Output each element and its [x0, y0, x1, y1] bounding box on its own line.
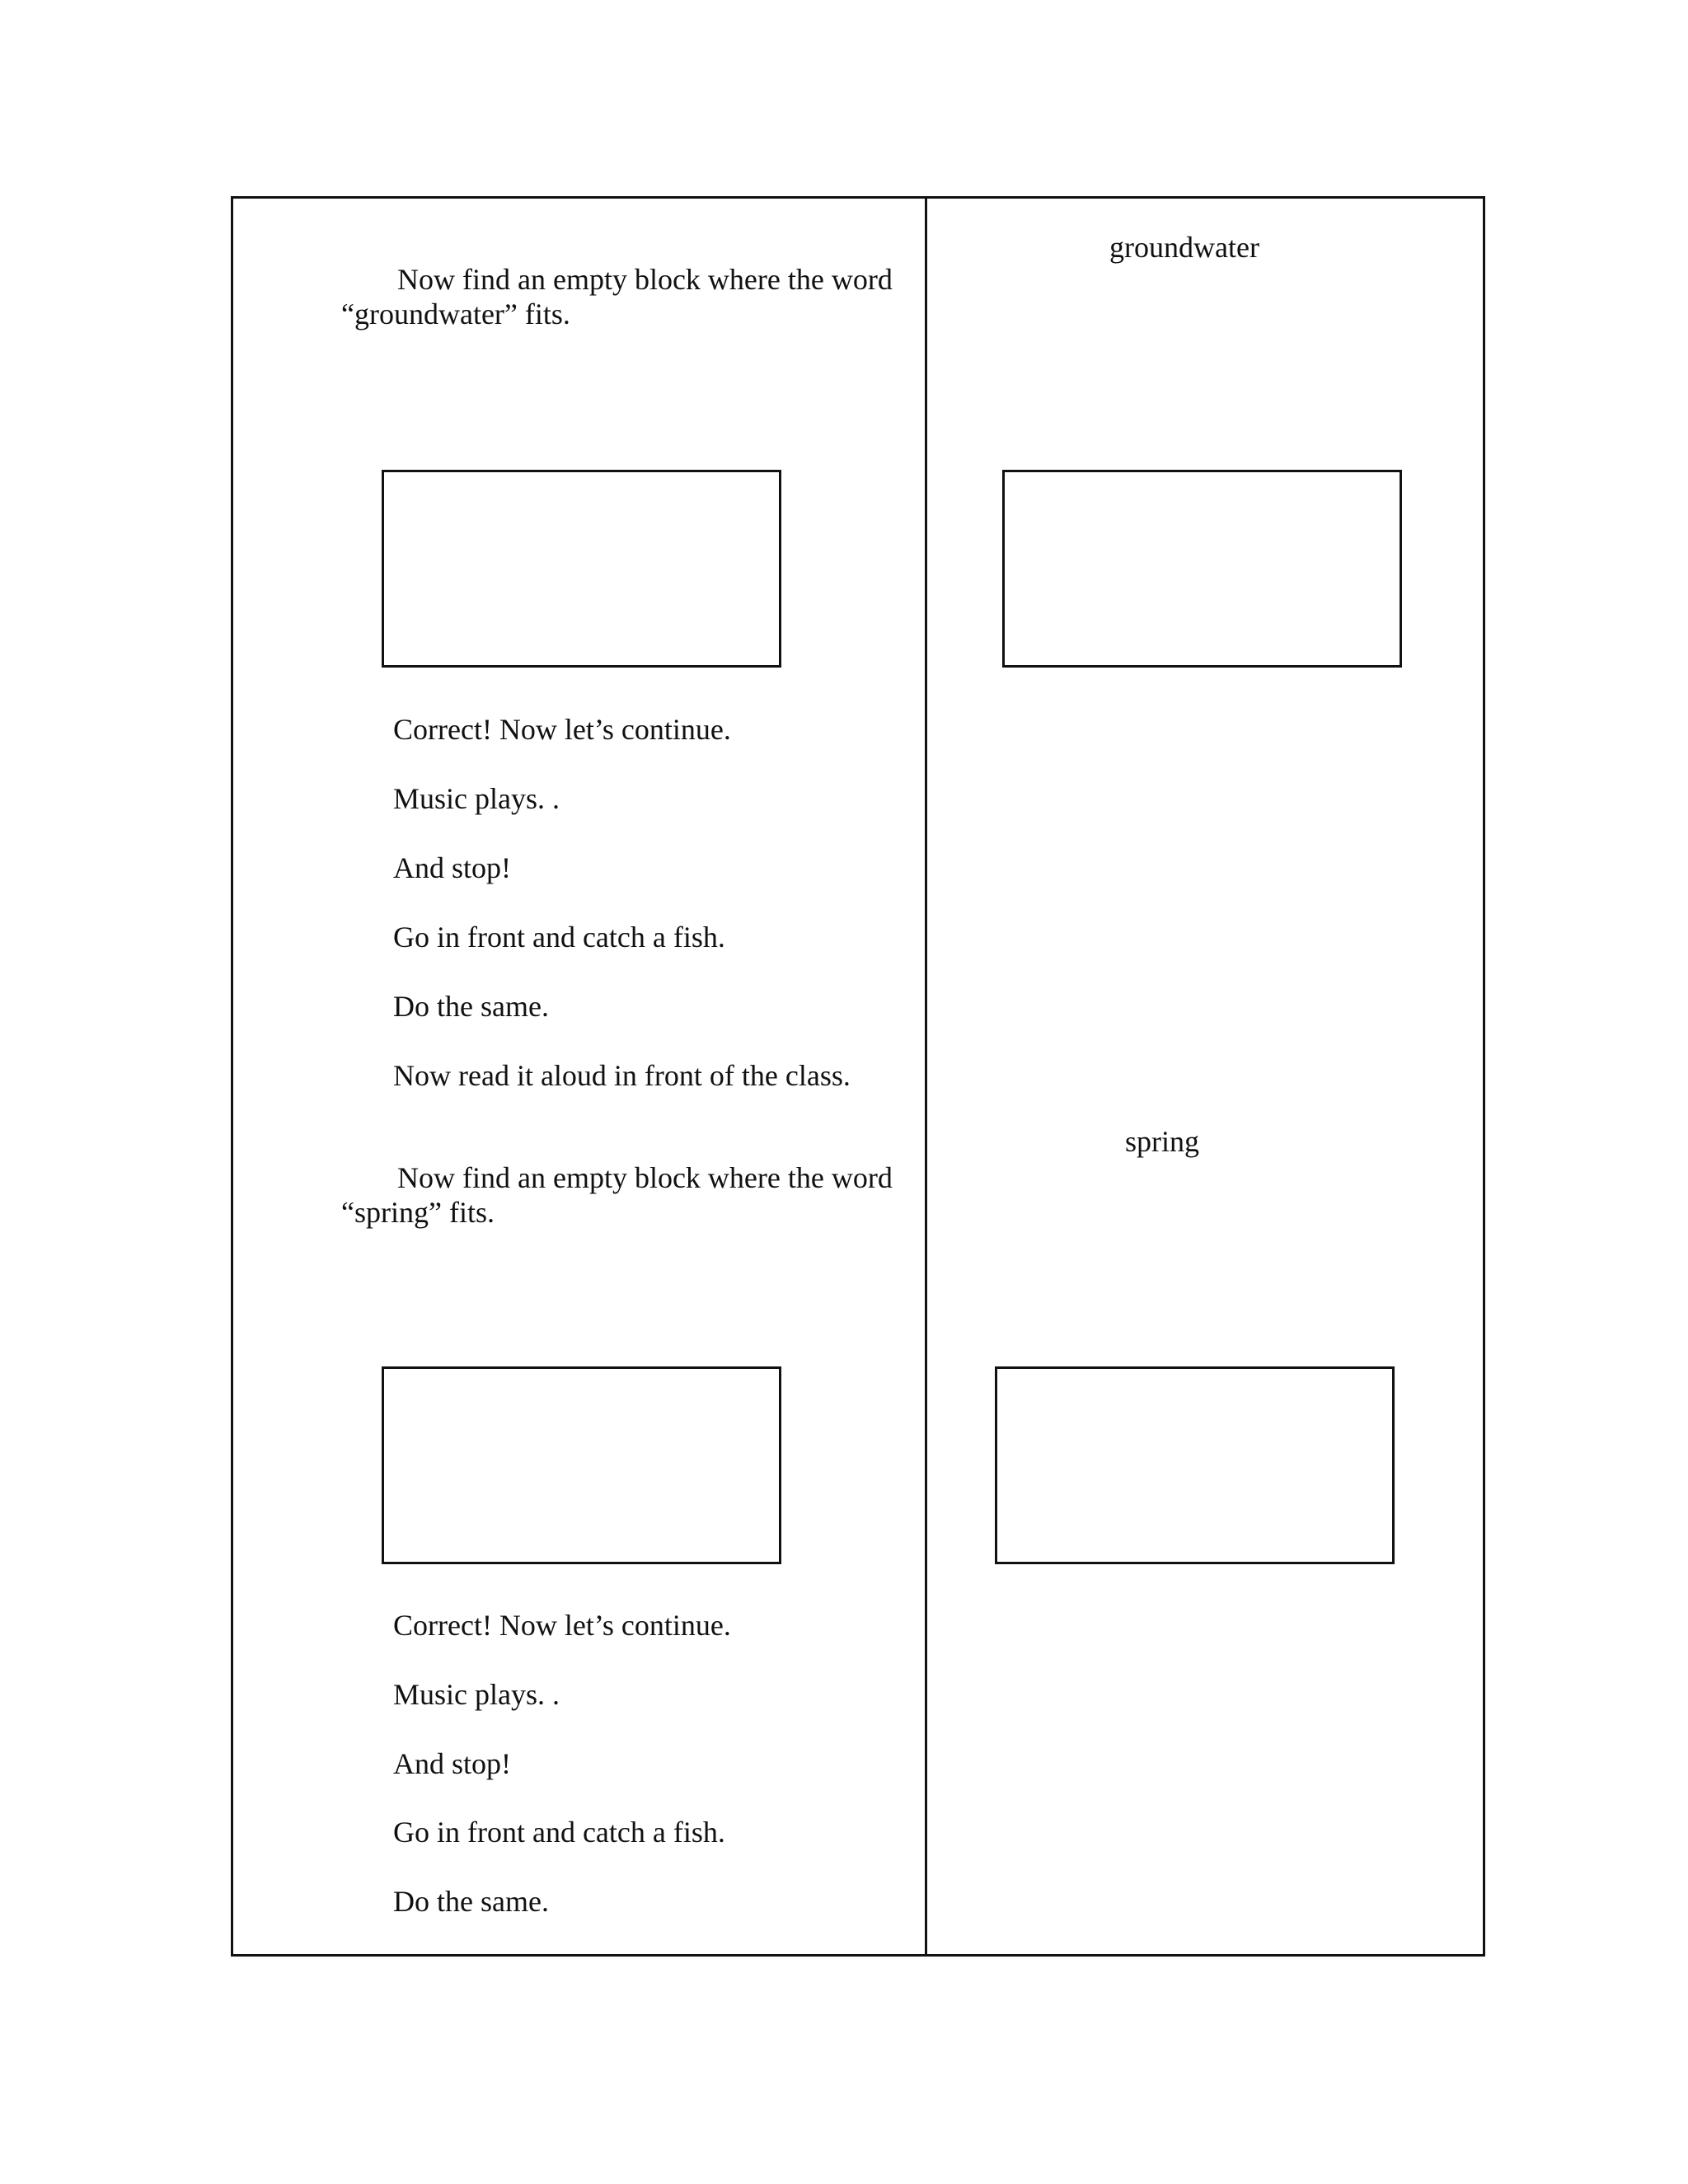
step-correct: Correct! Now let’s continue.: [393, 1609, 731, 1642]
prompt-line-1: Now find an empty block where the word: [397, 263, 893, 296]
step-catch-fish: Go in front and catch a fish.: [393, 921, 725, 954]
step-do-same: Do the same.: [393, 1885, 549, 1918]
instruction-prompt-spring: [341, 1160, 910, 1230]
empty-answer-block-left-1[interactable]: [382, 470, 781, 668]
step-catch-fish: Go in front and catch a fish.: [393, 1816, 725, 1849]
prompt-line-2: “spring” fits.: [341, 1196, 495, 1229]
step-and-stop: And stop!: [393, 1747, 511, 1780]
step-read-aloud: Now read it aloud in front of the class.: [393, 1059, 851, 1092]
prompt-line-1: Now find an empty block where the word: [397, 1161, 893, 1194]
word-card-spring[interactable]: spring: [1125, 1125, 1199, 1158]
step-and-stop: And stop!: [393, 851, 511, 884]
prompt-line-2: “groundwater” fits.: [341, 298, 570, 330]
empty-answer-block-right-1[interactable]: [1002, 470, 1402, 668]
instruction-prompt-groundwater: [341, 262, 910, 331]
step-correct: Correct! Now let’s continue.: [393, 713, 731, 746]
column-divider: [925, 199, 927, 1954]
word-card-groundwater[interactable]: groundwater: [1109, 231, 1259, 264]
step-music-plays: Music plays. .: [393, 782, 560, 815]
step-do-same: Do the same.: [393, 990, 549, 1023]
step-music-plays: Music plays. .: [393, 1678, 560, 1711]
empty-answer-block-right-2[interactable]: [995, 1366, 1395, 1564]
empty-answer-block-left-2[interactable]: [382, 1366, 781, 1564]
